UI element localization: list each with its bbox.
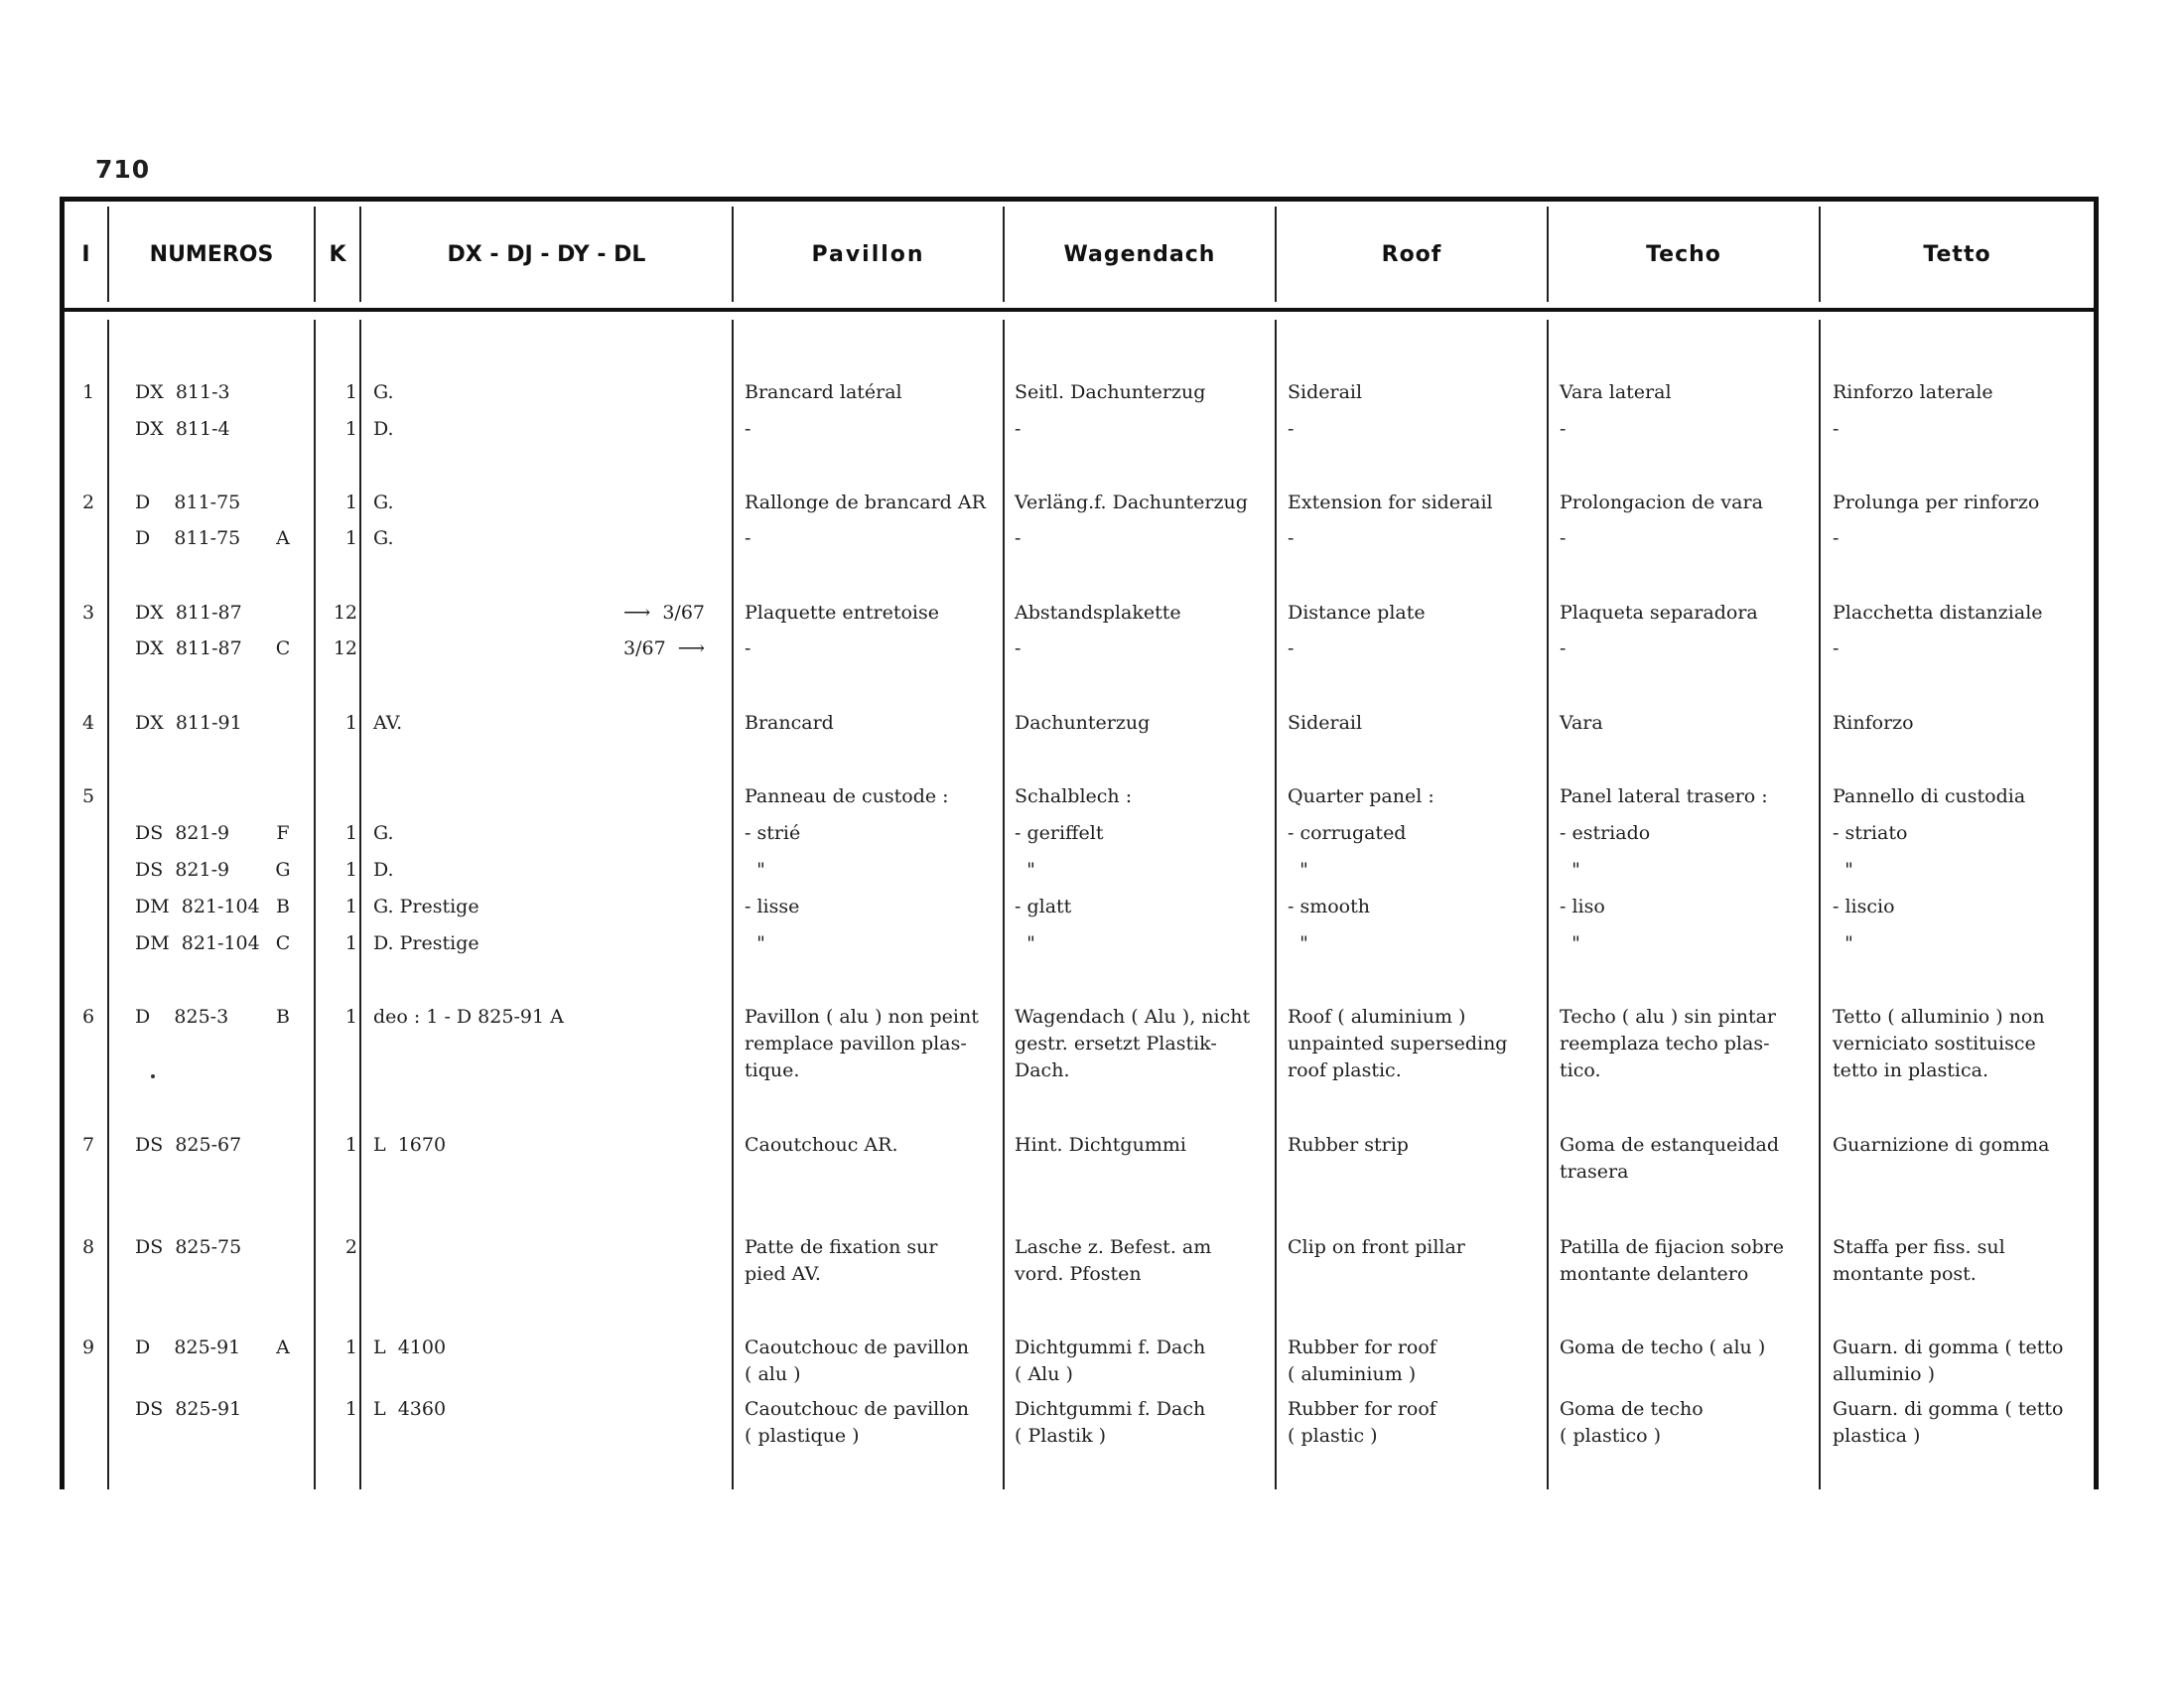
condition: D. [373,859,394,881]
part-number: DS 821-9 [135,822,230,844]
part-suffix: B [276,896,290,917]
desc-french: Pavillon ( alu ) non peint remplace pavillon plas- tique. [745,1006,979,1081]
desc-spanish: - estriado [1560,822,1651,844]
desc-english: Clip on front pillar [1288,1236,1465,1258]
desc-english: Siderail [1288,381,1363,403]
condition: deo : 1 - D 825-91 A [373,1006,564,1028]
part-number: D 811-75 [135,527,241,549]
desc-italian: - [1833,418,1840,440]
quantity: 1 [344,1336,357,1358]
desc-german: Dichtgummi f. Dach ( Alu ) [1015,1336,1206,1385]
desc-english: " [1288,932,1308,954]
row-index: 9 [81,1336,95,1358]
desc-spanish: " [1560,932,1580,954]
quantity: 1 [344,1134,357,1156]
condition: L 1670 [373,1134,447,1156]
quantity: 1 [344,1006,357,1028]
row-index: 7 [81,1134,95,1156]
desc-italian: Prolunga per rinforzo [1833,492,2040,513]
desc-german: Dichtgummi f. Dach ( Plastik ) [1015,1398,1206,1447]
desc-italian: " [1833,932,1853,954]
desc-italian: - [1833,527,1840,549]
desc-german: " [1015,859,1035,881]
quantity: 12 [333,637,357,659]
desc-italian: Tetto ( alluminio ) non verniciato sostituisce tetto in plastica. [1833,1006,2045,1081]
desc-spanish: Vara [1560,712,1603,734]
quantity: 1 [344,712,357,734]
header-divider [65,308,2094,312]
desc-english: - [1288,418,1295,440]
condition: G. [373,822,394,844]
part-suffix: G [275,859,291,881]
part-number: DS 825-91 [135,1398,242,1420]
desc-spanish: Plaqueta separadora [1560,602,1758,624]
header-numeros: NUMEROS [149,241,274,267]
part-suffix: F [276,822,290,844]
desc-spanish: - [1560,418,1567,440]
header-french: Pavillon [811,241,925,267]
desc-german: - [1015,418,1022,440]
desc-spanish: Panel lateral trasero : [1560,785,1768,807]
desc-french: " [745,932,765,954]
condition: G. [373,381,394,403]
desc-spanish: Goma de estanqueidad trasera [1560,1134,1780,1183]
condition: D. Prestige [373,932,479,954]
desc-french: - [745,418,751,440]
part-number: DM 821-104 [135,896,260,917]
column-divider [1819,320,1821,1489]
desc-french: - lisse [745,896,800,917]
desc-english: - corrugated [1288,822,1407,844]
column-divider [732,320,734,1489]
column-divider [359,320,361,1489]
quantity: 1 [344,492,357,513]
quantity: 1 [344,896,357,917]
desc-spanish: Goma de techo ( plastico ) [1560,1398,1704,1447]
condition: G. Prestige [373,896,479,917]
desc-french: Rallonge de brancard AR [745,492,986,513]
desc-spanish: Goma de techo ( alu ) [1560,1336,1766,1358]
desc-french: Caoutchouc de pavillon ( alu ) [745,1336,969,1385]
desc-english: Rubber strip [1288,1134,1409,1156]
page-number: 710 [95,155,151,184]
desc-spanish: Patilla de fijacion sobre montante delantero [1560,1236,1784,1285]
desc-italian: - striato [1833,822,1908,844]
desc-spanish: " [1560,859,1580,881]
condition: G. [373,527,394,549]
desc-english: Extension for siderail [1288,492,1493,513]
desc-italian: Guarnizione di gomma [1833,1134,2050,1156]
header-spanish: Techo [1646,241,1721,267]
table-frame-right [2094,197,2099,1489]
header-k: K [329,241,346,267]
header-italian: Tetto [1923,241,1991,267]
desc-french: " [745,859,765,881]
desc-italian: - [1833,637,1840,659]
condition: L 4100 [373,1336,447,1358]
quantity: 1 [344,418,357,440]
reference: ⟶ 3/67 [623,602,705,624]
desc-spanish: - [1560,637,1567,659]
row-index: 3 [81,602,95,624]
quantity: 1 [344,859,357,881]
desc-spanish: - [1560,527,1567,549]
column-divider [1275,320,1277,1489]
desc-french: Brancard latéral [745,381,902,403]
header-english: Roof [1381,241,1442,267]
part-number: D 825-91 [135,1336,241,1358]
part-number: DS 825-75 [135,1236,242,1258]
part-number: DX 811-87 [135,637,242,659]
desc-english: Quarter panel : [1288,785,1434,807]
desc-french: Patte de fixation sur pied AV. [745,1236,938,1285]
column-divider [107,320,109,1489]
desc-french: Panneau de custode : [745,785,949,807]
desc-italian: Guarn. di gomma ( tetto plastica ) [1833,1398,2064,1447]
part-number: DX 811-87 [135,602,242,624]
condition: G. [373,492,394,513]
quantity: 2 [344,1236,357,1258]
header-german: Wagendach [1063,241,1216,267]
quantity: 1 [344,381,357,403]
desc-german: - geriffelt [1015,822,1104,844]
desc-french: - [745,637,751,659]
quantity: 1 [344,822,357,844]
desc-german: Abstandsplakette [1015,602,1181,624]
desc-french: Brancard [745,712,834,734]
desc-english: Siderail [1288,712,1363,734]
quantity: 1 [344,932,357,954]
row-index: 1 [81,381,95,403]
part-suffix: B [276,1006,290,1028]
row-index: 5 [81,785,95,807]
quantity: 1 [344,527,357,549]
desc-english: Distance plate [1288,602,1426,624]
part-number: D 811-75 [135,492,241,513]
desc-spanish: - liso [1560,896,1605,917]
row-index: 8 [81,1236,95,1258]
desc-german: - [1015,527,1022,549]
desc-french: Caoutchouc de pavillon ( plastique ) [745,1398,969,1447]
desc-german: " [1015,932,1035,954]
condition: AV. [373,712,403,734]
part-number: DM 821-104 [135,932,260,954]
part-number: DX 811-3 [135,381,230,403]
desc-italian: " [1833,859,1853,881]
quantity: 12 [333,602,357,624]
header-models: DX - DJ - DY - DL [447,241,646,267]
desc-italian: Rinforzo laterale [1833,381,1993,403]
part-suffix: A [276,527,290,549]
desc-german: Seitl. Dachunterzug [1015,381,1206,403]
quantity: 1 [344,1398,357,1420]
part-number: DS 821-9 [135,859,230,881]
desc-french: - [745,527,751,549]
desc-german: Dachunterzug [1015,712,1151,734]
desc-german: Wagendach ( Alu ), nicht gestr. ersetzt Plastik- Dach. [1015,1006,1251,1081]
part-number: D 825-3 [135,1006,229,1028]
desc-spanish: Techo ( alu ) sin pintar reemplaza techo plas- tico. [1560,1006,1777,1081]
desc-italian: Placchetta distanziale [1833,602,2043,624]
desc-german: - glatt [1015,896,1072,917]
desc-italian: Staffa per fiss. sul montante post. [1833,1236,2005,1285]
desc-german: Schalblech : [1015,785,1133,807]
desc-english: - [1288,637,1295,659]
desc-english: Roof ( aluminium ) unpainted superseding roof plastic. [1288,1006,1508,1081]
condition: D. [373,418,394,440]
part-number: DX 811-4 [135,418,230,440]
reference: 3/67 ⟶ [623,637,705,659]
part-suffix: C [275,932,291,954]
desc-italian: - liscio [1833,896,1895,917]
row-index: 6 [81,1006,95,1028]
desc-spanish: Prolongacion de vara [1560,492,1763,513]
desc-french: Plaquette entretoise [745,602,939,624]
table-frame-left [60,197,65,1489]
desc-english: - smooth [1288,896,1370,917]
desc-english: " [1288,859,1308,881]
desc-german: Lasche z. Befest. am vord. Pfosten [1015,1236,1212,1285]
desc-italian: Rinforzo [1833,712,1914,734]
column-divider [1003,320,1005,1489]
part-number: DS 825-67 [135,1134,242,1156]
desc-french: - strié [745,822,801,844]
desc-english: Rubber for roof ( aluminium ) [1288,1336,1436,1385]
row-index: 4 [81,712,95,734]
desc-french: Caoutchouc AR. [745,1134,898,1156]
header-index: I [81,241,90,267]
desc-german: Verläng.f. Dachunterzug [1015,492,1248,513]
desc-german: Hint. Dichtgummi [1015,1134,1186,1156]
table-frame-top [60,197,2099,202]
part-number: DX 811-91 [135,712,242,734]
column-divider [1547,320,1549,1489]
desc-english: - [1288,527,1295,549]
desc-italian: Guarn. di gomma ( tetto alluminio ) [1833,1336,2064,1385]
desc-italian: Pannello di custodia [1833,785,2026,807]
desc-spanish: Vara lateral [1560,381,1672,403]
part-suffix: C [275,637,291,659]
part-suffix: A [276,1336,290,1358]
desc-german: - [1015,637,1022,659]
row-index: 2 [81,492,95,513]
desc-english: Rubber for roof ( plastic ) [1288,1398,1436,1447]
condition: L 4360 [373,1398,447,1420]
stray-mark [151,1074,155,1078]
column-divider [314,320,316,1489]
